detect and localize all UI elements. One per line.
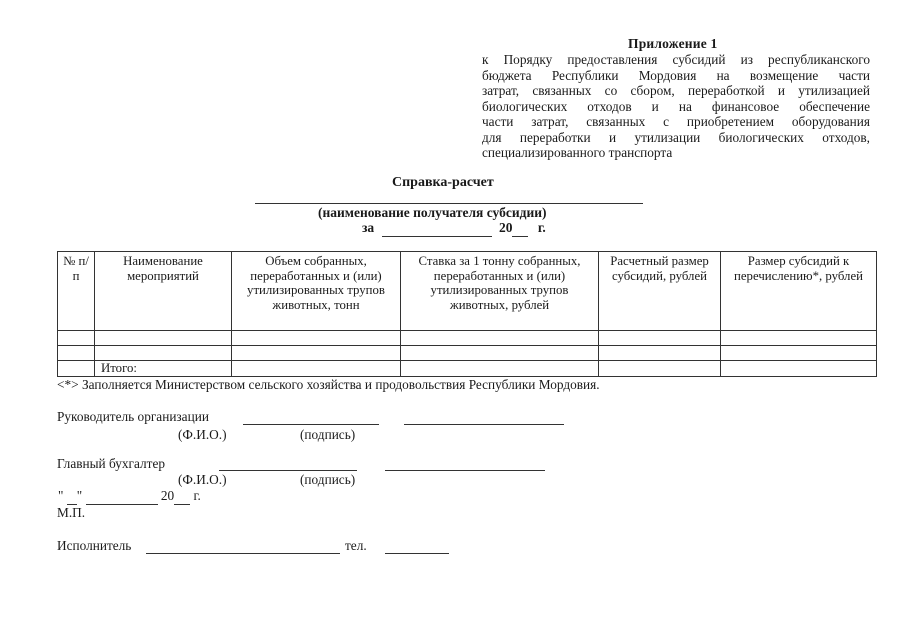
table-row <box>58 331 877 346</box>
table-cell[interactable] <box>232 331 401 346</box>
table-cell[interactable] <box>232 346 401 361</box>
column-header: Размер субсидий к перечислению*, рублей <box>721 252 877 331</box>
table-cell[interactable] <box>721 346 877 361</box>
accountant-sign-caption: (подпись) <box>300 472 356 487</box>
document-title: Справка-расчет <box>392 175 494 190</box>
column-header: № п/п <box>58 252 95 331</box>
appendix-line: части затрат, связанных с приобретением оборудования <box>482 114 870 129</box>
period-row <box>362 220 546 237</box>
head-signature-field[interactable] <box>404 424 564 425</box>
accountant-fio-caption: (Ф.И.О.) <box>178 472 227 487</box>
accountant-signature-field[interactable] <box>385 470 545 471</box>
date-day-field[interactable] <box>67 488 77 505</box>
table-cell[interactable] <box>95 331 232 346</box>
table-cell[interactable] <box>401 331 599 346</box>
column-header: Ставка за 1 тонну собранных, переработанных и (или) утилизированных трупов животных, рублей <box>401 252 599 331</box>
head-name-field[interactable] <box>243 424 379 425</box>
appendix-line: для переработки и утилизации биологических отходов, <box>482 129 870 145</box>
table-cell[interactable] <box>95 346 232 361</box>
date-year-field[interactable] <box>174 488 190 505</box>
table-cell[interactable] <box>599 331 721 346</box>
appendix-line: специализированного транспорта <box>482 145 673 160</box>
head-fio-caption: (Ф.И.О.) <box>178 427 227 442</box>
date-quote-close: " <box>76 488 83 503</box>
accountant-label: Главный бухгалтер <box>57 456 166 471</box>
table-cell[interactable] <box>401 346 599 361</box>
table-cell[interactable] <box>721 331 877 346</box>
period-year: 20 <box>498 220 513 235</box>
table-cell[interactable] <box>58 346 95 361</box>
appendix-line: биологических отходов и на финансовое обеспечение <box>482 98 870 114</box>
period-year-field[interactable] <box>512 220 528 237</box>
date-row <box>58 488 201 505</box>
table-cell[interactable] <box>232 361 401 377</box>
executor-label: Исполнитель <box>57 538 132 553</box>
date-year: 20 <box>160 488 175 503</box>
total-label: Итого: <box>95 361 232 377</box>
appendix-title: Приложение 1 <box>628 36 718 51</box>
phone-label: тел. <box>345 538 367 553</box>
footnote: <*> Заполняется Министерством сельского хозяйства и продовольствия Республики Мордовия. <box>57 377 600 392</box>
period-month-field[interactable] <box>382 220 492 237</box>
date-quote-open: " <box>58 488 64 503</box>
calculation-table <box>57 251 877 377</box>
table-header-row <box>58 252 877 331</box>
period-suffix: г. <box>537 220 546 235</box>
head-sign-caption: (подпись) <box>300 427 356 442</box>
table-cell[interactable] <box>58 361 95 377</box>
total-row <box>58 361 877 377</box>
executor-name-field[interactable] <box>146 553 340 554</box>
table-cell[interactable] <box>599 361 721 377</box>
accountant-name-field[interactable] <box>219 470 357 471</box>
column-header: Наименование мероприятий <box>95 252 232 331</box>
period-prefix: за <box>362 220 375 235</box>
appendix-line: бюджета Республики Мордовия на возмещение части <box>482 67 870 83</box>
date-suffix: г. <box>193 488 201 503</box>
column-header: Расчетный размер субсидий, рублей <box>599 252 721 331</box>
table-row <box>58 346 877 361</box>
head-label: Руководитель организации <box>57 409 209 424</box>
column-header: Объем собранных, переработанных и (или) утилизированных трупов животных, тонн <box>232 252 401 331</box>
phone-field[interactable] <box>385 553 449 554</box>
recipient-name-field[interactable] <box>255 203 643 204</box>
table-cell[interactable] <box>58 331 95 346</box>
table-cell[interactable] <box>599 346 721 361</box>
date-month-field[interactable] <box>86 488 158 505</box>
appendix-line: к Порядку предоставления субсидий из республиканского <box>482 52 870 67</box>
table-cell[interactable] <box>721 361 877 377</box>
appendix-text <box>482 52 870 161</box>
stamp-label: М.П. <box>57 505 86 520</box>
appendix-line: затрат, связанных со сбором, переработкой и утилизацией <box>482 83 870 98</box>
recipient-caption: (наименование получателя субсидии) <box>318 205 547 220</box>
table-cell[interactable] <box>401 361 599 377</box>
